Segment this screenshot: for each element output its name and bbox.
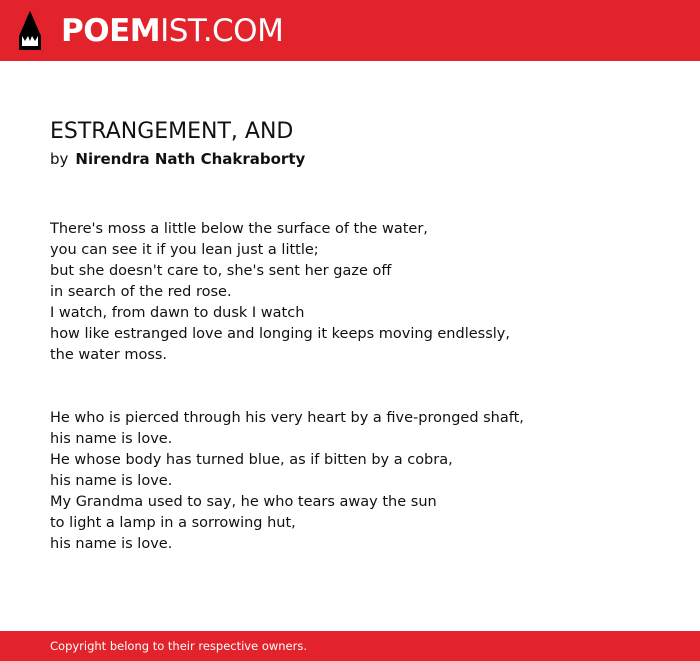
site-footer xyxy=(0,631,700,661)
poem-line: There's moss a little below the surface of the water, xyxy=(50,221,428,237)
poem-line: My Grandma used to say, he who tears away the sun xyxy=(50,494,437,510)
poem-line: you can see it if you lean just a little; xyxy=(50,242,319,258)
poem-line: his name is love. xyxy=(50,536,173,552)
poem-line: He whose body has turned blue, as if bitten by a cobra, xyxy=(50,452,453,468)
logo-text-light: IST.COM xyxy=(160,13,284,49)
pencil-icon[interactable] xyxy=(17,10,43,51)
poem-line: He who is pierced through his very heart by a five-pronged shaft, xyxy=(50,410,524,426)
logo-text-bold: POEM xyxy=(61,13,161,49)
by-label: by xyxy=(50,150,69,168)
author-name: Nirendra Nath Chakraborty xyxy=(75,150,306,168)
poem-line: in search of the red rose. xyxy=(50,284,232,300)
poem-line: his name is love. xyxy=(50,473,173,489)
poem-line: I watch, from dawn to dusk I watch xyxy=(50,305,305,321)
site-logo[interactable] xyxy=(61,13,283,49)
stanza xyxy=(50,219,510,366)
poem-line: his name is love. xyxy=(50,431,173,447)
poem-byline xyxy=(50,149,305,169)
poem-line: how like estranged love and longing it keeps moving endlessly, xyxy=(50,326,510,342)
stanza xyxy=(50,408,524,555)
poem-line: to light a lamp in a sorrowing hut, xyxy=(50,515,296,531)
poem-line: but she doesn't care to, she's sent her gaze off xyxy=(50,263,392,279)
site-header xyxy=(0,0,700,61)
copyright-text: Copyright belong to their respective owners. xyxy=(50,639,308,653)
poem-line: the water moss. xyxy=(50,347,168,363)
poem-title: ESTRANGEMENT, AND xyxy=(50,119,294,144)
